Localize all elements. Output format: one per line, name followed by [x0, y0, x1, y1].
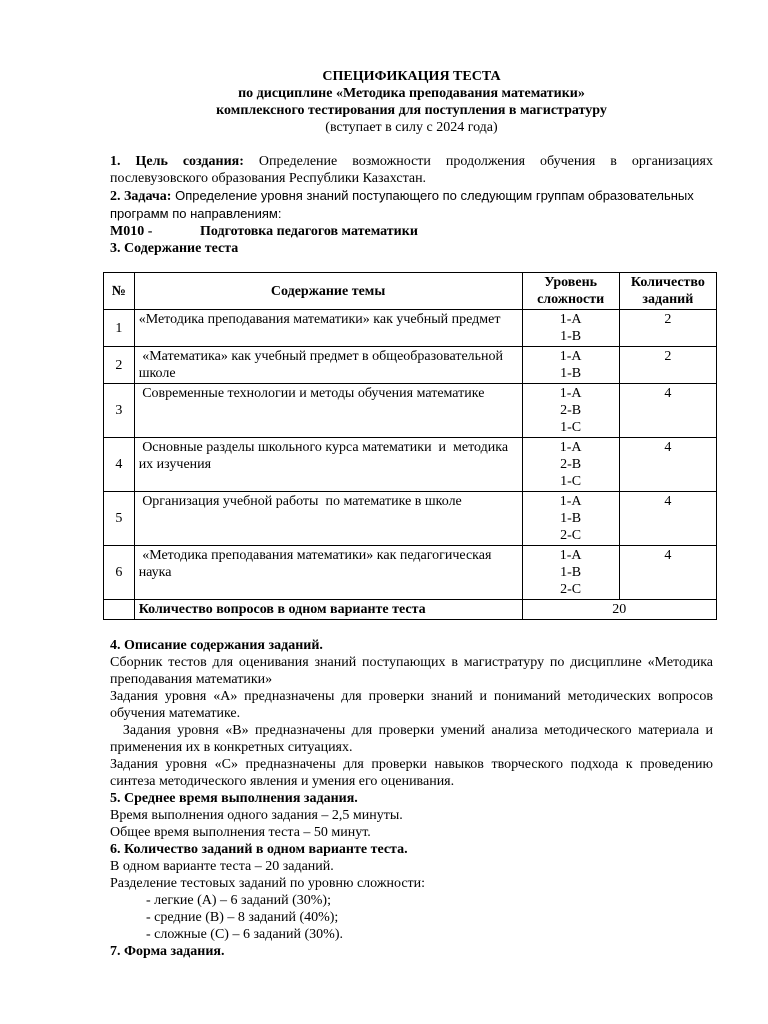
row-count: 4 [619, 438, 716, 492]
level-item: 2-B [560, 457, 582, 472]
count-line: Разделение тестовых заданий по уровню сложности: [110, 876, 426, 891]
col-header-level: Уровень сложности [522, 273, 619, 310]
row-number: 3 [104, 384, 135, 438]
row-levels [522, 384, 619, 438]
section-description-heading: 4. Описание содержания заданий. [110, 638, 323, 653]
row-number: 1 [104, 310, 135, 347]
section-purpose [110, 153, 713, 187]
table-row [104, 347, 717, 384]
row-count: 2 [619, 347, 716, 384]
level-item: 2-C [560, 528, 582, 543]
document-header [110, 68, 713, 136]
description-paragraph: Сборник тестов для оценивания знаний поступающих в магистратуру по дисциплине «Методика преподавания математики» [110, 655, 713, 687]
level-item: 1-A [559, 548, 582, 563]
description-paragraph: Задания уровня «С» предназначены для проверки навыков творческого подхода к проведению синтеза методического явления и умения его оценивания. [110, 757, 713, 789]
count-line: В одном варианте теста – 20 заданий. [110, 859, 334, 874]
table-row [104, 546, 717, 600]
table-row [104, 384, 717, 438]
col-header-topic: Содержание темы [134, 273, 522, 310]
section-form-heading: 7. Форма задания. [110, 944, 225, 959]
table-row [104, 310, 717, 347]
col-header-count: Количество заданий [619, 273, 716, 310]
difficulty-item: - легкие (A) – 6 заданий (30%); [146, 893, 331, 908]
document-title: СПЕЦИФИКАЦИЯ ТЕСТА [322, 69, 501, 84]
level-item: 1-A [559, 440, 582, 455]
row-topic: Современные технологии и методы обучения математике [134, 384, 522, 438]
section-content-heading: 3. Содержание теста [110, 241, 239, 256]
row-topic: «Методика преподавания математики» как учебный предмет [134, 310, 522, 347]
row-count: 4 [619, 492, 716, 546]
row-levels [522, 546, 619, 600]
section-text: Определение возможности продолжения обучения в организациях послевузовского образования Республики Казахстан. [110, 154, 713, 186]
difficulty-item: - сложные (C) – 6 заданий (30%). [146, 927, 344, 942]
row-topic: «Математика» как учебный предмет в общеобразовательной школе [134, 347, 522, 384]
level-item: 1-B [560, 366, 582, 381]
table-header-row [104, 273, 717, 310]
level-item: 1-C [560, 474, 582, 489]
row-number: 5 [104, 492, 135, 546]
total-empty-cell [104, 600, 135, 620]
difficulty-item: - средние (B) – 8 заданий (40%); [146, 910, 339, 925]
discipline-line: по дисциплине «Методика преподавания математики» [238, 86, 585, 101]
row-levels [522, 347, 619, 384]
row-count: 2 [619, 310, 716, 347]
row-count: 4 [619, 546, 716, 600]
level-item: 1-B [560, 511, 582, 526]
time-line: Время выполнения одного задания – 2,5 минуты. [110, 808, 403, 823]
level-item: 1-C [560, 420, 582, 435]
program-line [110, 223, 713, 240]
level-item: 1-A [559, 349, 582, 364]
section-task [110, 187, 713, 223]
level-item: 1-A [559, 494, 582, 509]
row-number: 6 [104, 546, 135, 600]
level-item: 1-A [559, 386, 582, 401]
section-text: Определение уровня знаний поступающего по следующим группам образовательных программ по направлениям: [110, 188, 694, 221]
time-line: Общее время выполнения теста – 50 минут. [110, 825, 371, 840]
table-row [104, 492, 717, 546]
row-number: 4 [104, 438, 135, 492]
level-item: 2-B [560, 403, 582, 418]
col-header-num: № [104, 273, 135, 310]
table-total-row [104, 600, 717, 620]
level-item: 1-A [559, 312, 582, 327]
description-paragraph: Задания уровня «А» предназначены для проверки знаний и пониманий методических вопросов обучения математике. [110, 689, 713, 721]
table-row [104, 438, 717, 492]
total-label: Количество вопросов в одном варианте теста [134, 600, 522, 620]
description-paragraph: Задания уровня «В» предназначены для проверки умений анализа методического материала и применения их в конкретных ситуациях. [110, 723, 717, 755]
row-levels [522, 310, 619, 347]
row-number: 2 [104, 347, 135, 384]
row-levels [522, 438, 619, 492]
testing-line: комплексного тестирования для поступления в магистратуру [216, 103, 607, 118]
section-time-heading: 5. Среднее время выполнения задания. [110, 791, 358, 806]
program-name: Подготовка педагогов математики [200, 224, 418, 239]
row-count: 4 [619, 384, 716, 438]
level-item: 2-C [560, 582, 582, 597]
section-label: 1. Цель создания: [110, 154, 244, 169]
section-count-heading: 6. Количество заданий в одном варианте теста. [110, 842, 408, 857]
level-item: 1-B [560, 329, 582, 344]
section-label: 2. Задача: [110, 189, 172, 204]
total-value: 20 [522, 600, 716, 620]
row-levels [522, 492, 619, 546]
content-table [103, 272, 717, 620]
row-topic: Организация учебной работы по математике в школе [134, 492, 522, 546]
document-page [110, 68, 717, 960]
program-code: М010 - [110, 224, 153, 239]
effective-date: (вступает в силу с 2024 года) [325, 120, 498, 135]
row-topic: Основные разделы школьного курса математики и методика их изучения [134, 438, 522, 492]
level-item: 1-B [560, 565, 582, 580]
row-topic: «Методика преподавания математики» как педагогическая наука [134, 546, 522, 600]
